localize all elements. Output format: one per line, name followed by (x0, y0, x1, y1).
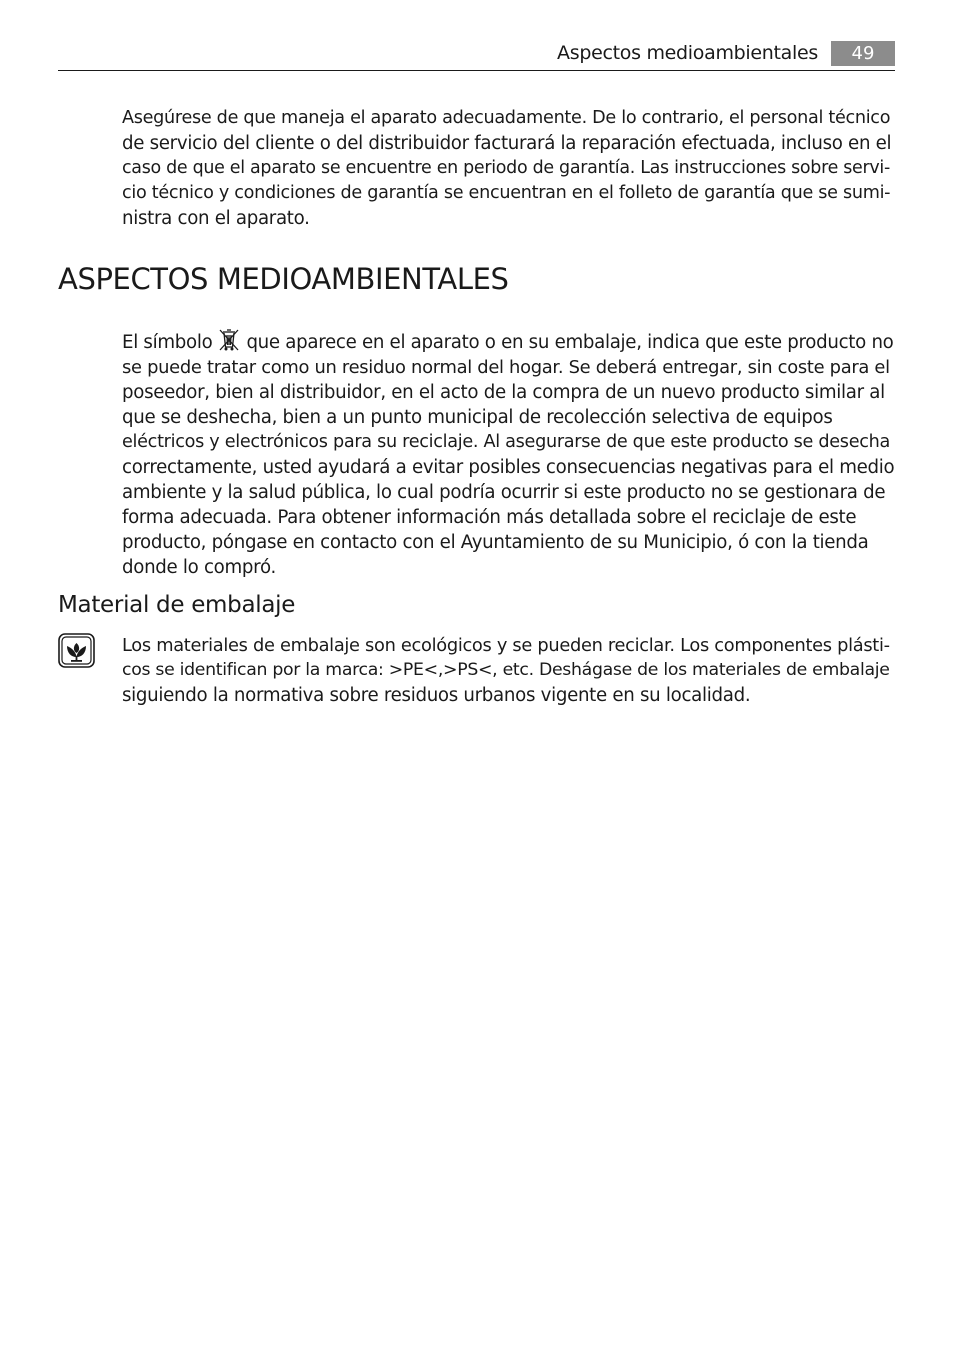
environment-paragraph (122, 328, 895, 580)
text-line: producto, póngase en contacto con el Ayuntamiento de su Municipio, ó con la tienda (122, 532, 869, 553)
text-line: poseedor, bien al distribuidor, en el acto de la compra de un nuevo producto similar al (122, 382, 885, 403)
text-line: siguiendo la normativa sobre residuos urbanos vigente en su localidad. (122, 685, 751, 706)
text-line: correctamente, usted ayudará a evitar posibles consecuencias negativas para el medio (122, 457, 895, 478)
eco-flower-icon (58, 633, 95, 668)
symbol-prefix: El símbolo (122, 332, 213, 353)
text-line: se puede tratar como un residuo normal del hogar. Se deberá entregar, sin coste para el (122, 357, 890, 378)
crossed-out-wheelie-bin-icon (216, 328, 242, 352)
section-heading: ASPECTOS MEDIOAMBIENTALES (58, 262, 509, 296)
text-line: cos se identifican por la marca: >PE<,>PS<, etc. Deshágase de los materiales de embalaje (122, 660, 890, 680)
intro-paragraph (122, 106, 895, 231)
subsection-heading: Material de embalaje (58, 592, 296, 618)
text-line: Los materiales de embalaje son ecológicos y se pueden reciclar. Los componentes plásti- (122, 635, 890, 656)
text-line: de servicio del cliente o del distribuidor facturará la reparación efectuada, incluso en el (122, 133, 892, 154)
header-title: Aspectos medioambientales (557, 42, 818, 64)
packaging-paragraph (122, 633, 895, 708)
text-line: ambiente y la salud pública, lo cual podría ocurrir si este producto no se gestionara de (122, 482, 886, 503)
text-line (122, 328, 895, 355)
text-line: donde lo compró. (122, 557, 276, 578)
text-line: Asegúrese de que maneja el aparato adecuadamente. De lo contrario, el personal técnico (122, 108, 891, 128)
symbol-suffix: que aparece en el aparato o en su embalaje, indica que este producto no (246, 332, 894, 353)
text-line: caso de que el aparato se encuentre en periodo de garantía. Las instrucciones sobre servi- (122, 158, 890, 178)
header-divider (58, 70, 895, 71)
text-line: nistra con el aparato. (122, 208, 310, 229)
page-number: 49 (831, 41, 895, 66)
text-line: que se deshecha, bien a un punto municipal de recolección selectiva de equipos (122, 407, 833, 428)
text-line: eléctricos y electrónicos para su reciclaje. Al asegurarse de que este producto se desecha (122, 432, 890, 452)
text-line: forma adecuada. Para obtener información más detallada sobre el reciclaje de este (122, 507, 857, 528)
text-line: cio técnico y condiciones de garantía se encuentran en el folleto de garantía que se sumi- (122, 183, 891, 203)
